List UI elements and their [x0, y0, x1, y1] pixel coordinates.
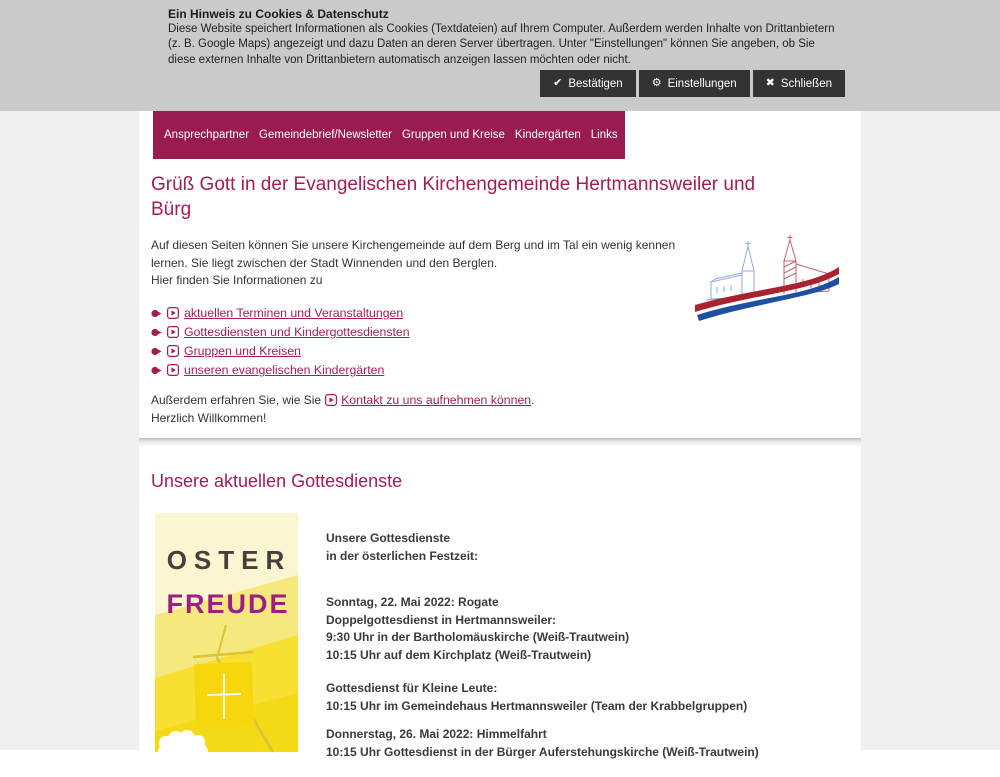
close-button[interactable]: [753, 70, 845, 97]
nav-item-gemeindebrief-newsletter[interactable]: Gemeindebrief/Newsletter: [259, 129, 392, 141]
link-kontakt[interactable]: Kontakt zu uns aufnehmen können: [341, 392, 532, 407]
contact-sentence: [151, 393, 861, 407]
play-icon: [167, 345, 179, 357]
play-icon: [167, 307, 179, 319]
services-row: [155, 513, 861, 777]
link-kindergaerten[interactable]: unseren evangelischen Kindergärten: [184, 363, 385, 378]
cookie-banner: [0, 0, 1000, 111]
settings-button-label: Einstellungen: [667, 77, 737, 90]
settings-button[interactable]: [639, 70, 750, 97]
nav-item-ansprechpartner[interactable]: Ansprechpartner: [164, 129, 250, 141]
gear-icon: ⚙: [651, 77, 662, 89]
cookie-text: Diese Website speichert Informationen als Cookies (Textdateien) auf Ihrem Computer. Außerdem werden Inhalte von Drittanbietern (z. B. Google Maps) angezeigt und dazu Daten an deren Server übertragen. Unter "Einstellungen" können Sie angeben, ob Sie diese externen Inhalte von Drittanbietern automatisch anzeigen lassen möchten oder nicht.: [168, 23, 835, 66]
schedule-group: [326, 530, 826, 565]
services-heading: Unsere aktuellen Gottesdienste: [151, 471, 403, 491]
intro-paragraph: Auf diesen Seiten können Sie unsere Kirchengemeinde auf dem Berg und im Tal ein wenig kennen lernen. Sie liegt zwischen der Stadt Winnenden und den Berglen.: [151, 238, 676, 270]
welcome-text: Herzlich Willkommen!: [151, 410, 267, 425]
page-title: Grüß Gott in der Evangelischen Kirchengemeinde Hertmannsweiler und Bürg: [151, 174, 756, 221]
cookie-message: [168, 7, 836, 68]
schedule-line: Donnerstag, 26. Mai 2022: Himmelfahrt: [326, 727, 547, 742]
link-gruppen-kreise[interactable]: Gruppen und Kreisen: [184, 344, 301, 359]
link-gottesdienste[interactable]: Gottesdiensten und Kindergottesdiensten: [184, 325, 410, 340]
schedule-line: 10:15 Uhr auf dem Kirchplatz (Weiß-Trautwein): [326, 647, 592, 662]
parish-logo: [691, 231, 843, 325]
confirm-button-label: Bestätigen: [568, 77, 623, 90]
osterfreude-poster-icon: [155, 513, 298, 752]
schedule-line: Sonntag, 22. Mai 2022: Rogate: [326, 595, 499, 610]
main-nav: [153, 111, 625, 159]
intro-paragraph-2: Hier finden Sie Informationen zu: [151, 273, 323, 288]
list-item: [151, 323, 861, 342]
nav-item-links[interactable]: Links: [590, 129, 618, 141]
cookie-title: Ein Hinweis zu Cookies & Datenschutz: [168, 7, 389, 21]
services-section: [139, 448, 861, 759]
play-icon: [167, 364, 179, 376]
easter-poster-image: [155, 513, 298, 752]
schedule-line: Unsere Gottesdienste: [326, 531, 451, 545]
schedule-group: [326, 680, 826, 715]
churches-logo-icon: [691, 231, 843, 325]
close-icon: ✖: [765, 77, 775, 89]
arrow-bullet-icon: [151, 347, 162, 356]
schedule-line: 9:30 Uhr in der Bartholomäuskirche (Weiß-Trautwein): [326, 630, 630, 645]
schedule-line: in der österlichen Festzeit:: [326, 548, 479, 563]
schedule-line: 10:15 Uhr Gottesdienst in der Bürger Auferstehungskirche (Weiß-Trautwein): [326, 744, 759, 759]
close-button-label: Schließen: [780, 77, 832, 90]
nav-item-gruppen-und-kreise[interactable]: Gruppen und Kreise: [401, 129, 505, 141]
list-item: [151, 361, 861, 380]
schedule-line: 10:15 Uhr im Gemeindehaus Hertmannsweiler (Team der Krabbelgruppen): [326, 698, 748, 713]
arrow-bullet-icon: [151, 328, 162, 337]
schedule-group: [326, 594, 826, 664]
link-termine-veranstaltungen[interactable]: aktuellen Terminen und Veranstaltungen: [184, 306, 404, 321]
contact-sentence-suffix: .: [531, 392, 535, 407]
nav-item-kindergaerten[interactable]: Kindergärten: [514, 129, 581, 141]
poster-title-oster: OSTER: [166, 545, 292, 575]
contact-sentence-prefix: Außerdem erfahren Sie, wie Sie: [151, 392, 322, 407]
list-item: [151, 342, 861, 361]
welcome-section: [139, 111, 861, 438]
confirm-button[interactable]: [540, 70, 636, 97]
cookie-buttons: [540, 70, 845, 97]
service-schedule: [326, 513, 826, 777]
play-icon: [325, 394, 337, 406]
arrow-bullet-icon: [151, 309, 162, 318]
poster-title-freude: FREUDE: [166, 589, 290, 619]
section-divider: [139, 438, 861, 448]
arrow-bullet-icon: [151, 366, 162, 375]
schedule-line: Gottesdienst für Kleine Leute:: [326, 681, 498, 696]
play-icon: [167, 326, 179, 338]
schedule-group: [326, 726, 826, 761]
content-column: [139, 111, 861, 759]
check-icon: ✔: [553, 77, 563, 89]
schedule-line: Doppelgottesdienst in Hertmannsweiler:: [326, 612, 557, 627]
